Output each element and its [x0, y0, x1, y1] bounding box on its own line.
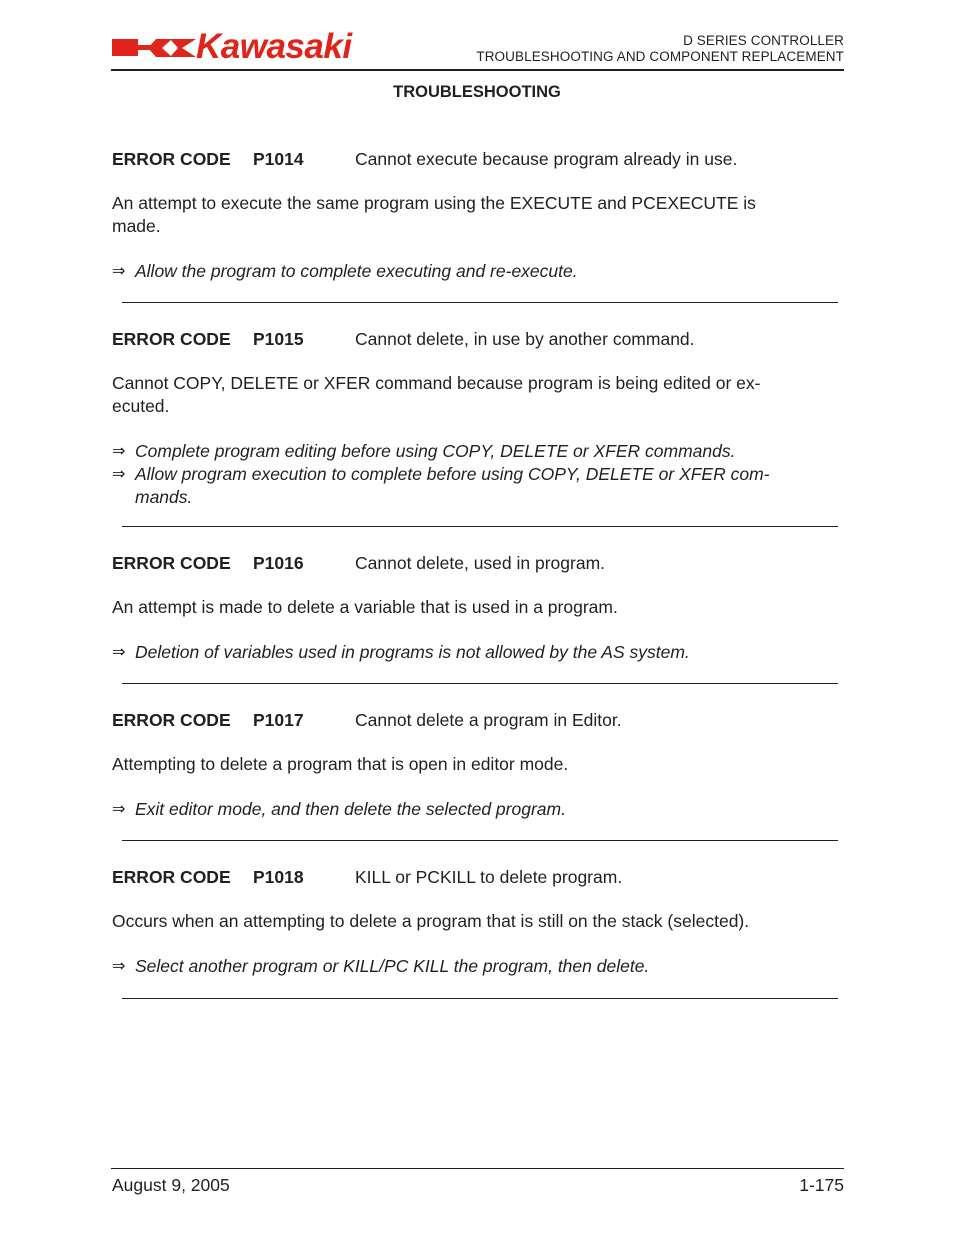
- header-rule: [111, 69, 844, 71]
- error-block-p1017: [112, 709, 844, 821]
- remedy-item: [112, 440, 844, 463]
- error-code-number: P1018: [253, 867, 304, 887]
- description-line: An attempt to execute the same program using the EXECUTE and PCEXECUTE is: [112, 193, 756, 213]
- error-code-label: ERROR CODE: [112, 329, 231, 349]
- implies-arrow-icon: ⇒: [112, 466, 126, 483]
- remedy-list: [112, 798, 844, 821]
- document-header: [476, 33, 844, 65]
- remedy-line: mands.: [135, 487, 193, 507]
- implies-arrow-icon: ⇒: [112, 958, 126, 975]
- remedy-line: Select another program or KILL/PC KILL the program, then delete.: [135, 956, 650, 976]
- remedy-item: [112, 260, 844, 283]
- error-block-p1014: [112, 148, 844, 283]
- remedy-item: [112, 798, 844, 821]
- remedy-item: [112, 463, 844, 509]
- error-description: [112, 753, 844, 776]
- error-code-summary: Cannot execute because program already in use.: [355, 149, 738, 169]
- remedy-line: Deletion of variables used in programs is not allowed by the AS system.: [135, 642, 690, 662]
- section-divider: [122, 840, 838, 841]
- error-code-line: [112, 552, 844, 574]
- error-code-number: P1014: [253, 149, 304, 169]
- error-code-line: [112, 709, 844, 731]
- remedy-list: [112, 641, 844, 664]
- error-code-summary: KILL or PCKILL to delete program.: [355, 867, 623, 887]
- kawasaki-river-mark-icon: [112, 33, 196, 63]
- description-line: Occurs when an attempting to delete a program that is still on the stack (selected).: [112, 911, 750, 931]
- brand-name: Kawasaki: [196, 27, 352, 66]
- error-code-summary: Cannot delete a program in Editor.: [355, 710, 622, 730]
- page-number: 1-175: [799, 1175, 844, 1195]
- error-block-p1018: [112, 866, 844, 978]
- header-line-2: TROUBLESHOOTING AND COMPONENT REPLACEMENT: [476, 49, 844, 64]
- description-line: Attempting to delete a program that is open in editor mode.: [112, 754, 569, 774]
- error-description: [112, 910, 844, 933]
- implies-arrow-icon: ⇒: [112, 443, 126, 460]
- error-code-label: ERROR CODE: [112, 553, 231, 573]
- error-block-p1015: [112, 328, 844, 509]
- description-line: ecuted.: [112, 396, 170, 416]
- section-title: TROUBLESHOOTING: [393, 83, 561, 101]
- description-line: Cannot COPY, DELETE or XFER command because program is being edited or ex-: [112, 373, 761, 393]
- error-code-label: ERROR CODE: [112, 867, 231, 887]
- description-line: An attempt is made to delete a variable that is used in a program.: [112, 597, 618, 617]
- implies-arrow-icon: ⇒: [112, 263, 126, 280]
- implies-arrow-icon: ⇒: [112, 801, 126, 818]
- remedy-line: Allow the program to complete executing and re-execute.: [135, 261, 578, 281]
- implies-arrow-icon: ⇒: [112, 644, 126, 661]
- error-code-number: P1017: [253, 710, 304, 730]
- error-description: [112, 596, 844, 619]
- remedy-item: [112, 955, 844, 978]
- description-line: made.: [112, 216, 161, 236]
- error-description: [112, 192, 844, 238]
- remedy-list: [112, 440, 844, 509]
- remedy-list: [112, 260, 844, 283]
- error-code-summary: Cannot delete, used in program.: [355, 553, 606, 573]
- section-divider: [122, 526, 838, 527]
- footer-date: August 9, 2005: [112, 1175, 230, 1195]
- error-code-line: [112, 328, 844, 350]
- error-code-line: [112, 148, 844, 170]
- footer-rule: [111, 1168, 844, 1169]
- error-code-summary: Cannot delete, in use by another command.: [355, 329, 695, 349]
- error-block-p1016: [112, 552, 844, 664]
- remedy-item: [112, 641, 844, 664]
- error-code-label: ERROR CODE: [112, 710, 231, 730]
- section-divider: [122, 998, 838, 999]
- remedy-line: Exit editor mode, and then delete the selected program.: [135, 799, 566, 819]
- error-code-number: P1015: [253, 329, 304, 349]
- kawasaki-logo: [112, 27, 390, 66]
- header-line-1: D SERIES CONTROLLER: [683, 33, 844, 48]
- error-code-line: [112, 866, 844, 888]
- section-divider: [122, 683, 838, 684]
- remedy-line: Complete program editing before using COPY, DELETE or XFER commands.: [135, 441, 736, 461]
- error-code-label: ERROR CODE: [112, 149, 231, 169]
- error-code-number: P1016: [253, 553, 304, 573]
- remedy-list: [112, 955, 844, 978]
- section-divider: [122, 302, 838, 303]
- remedy-line: Allow program execution to complete before using COPY, DELETE or XFER com-: [135, 464, 770, 484]
- error-description: [112, 372, 844, 418]
